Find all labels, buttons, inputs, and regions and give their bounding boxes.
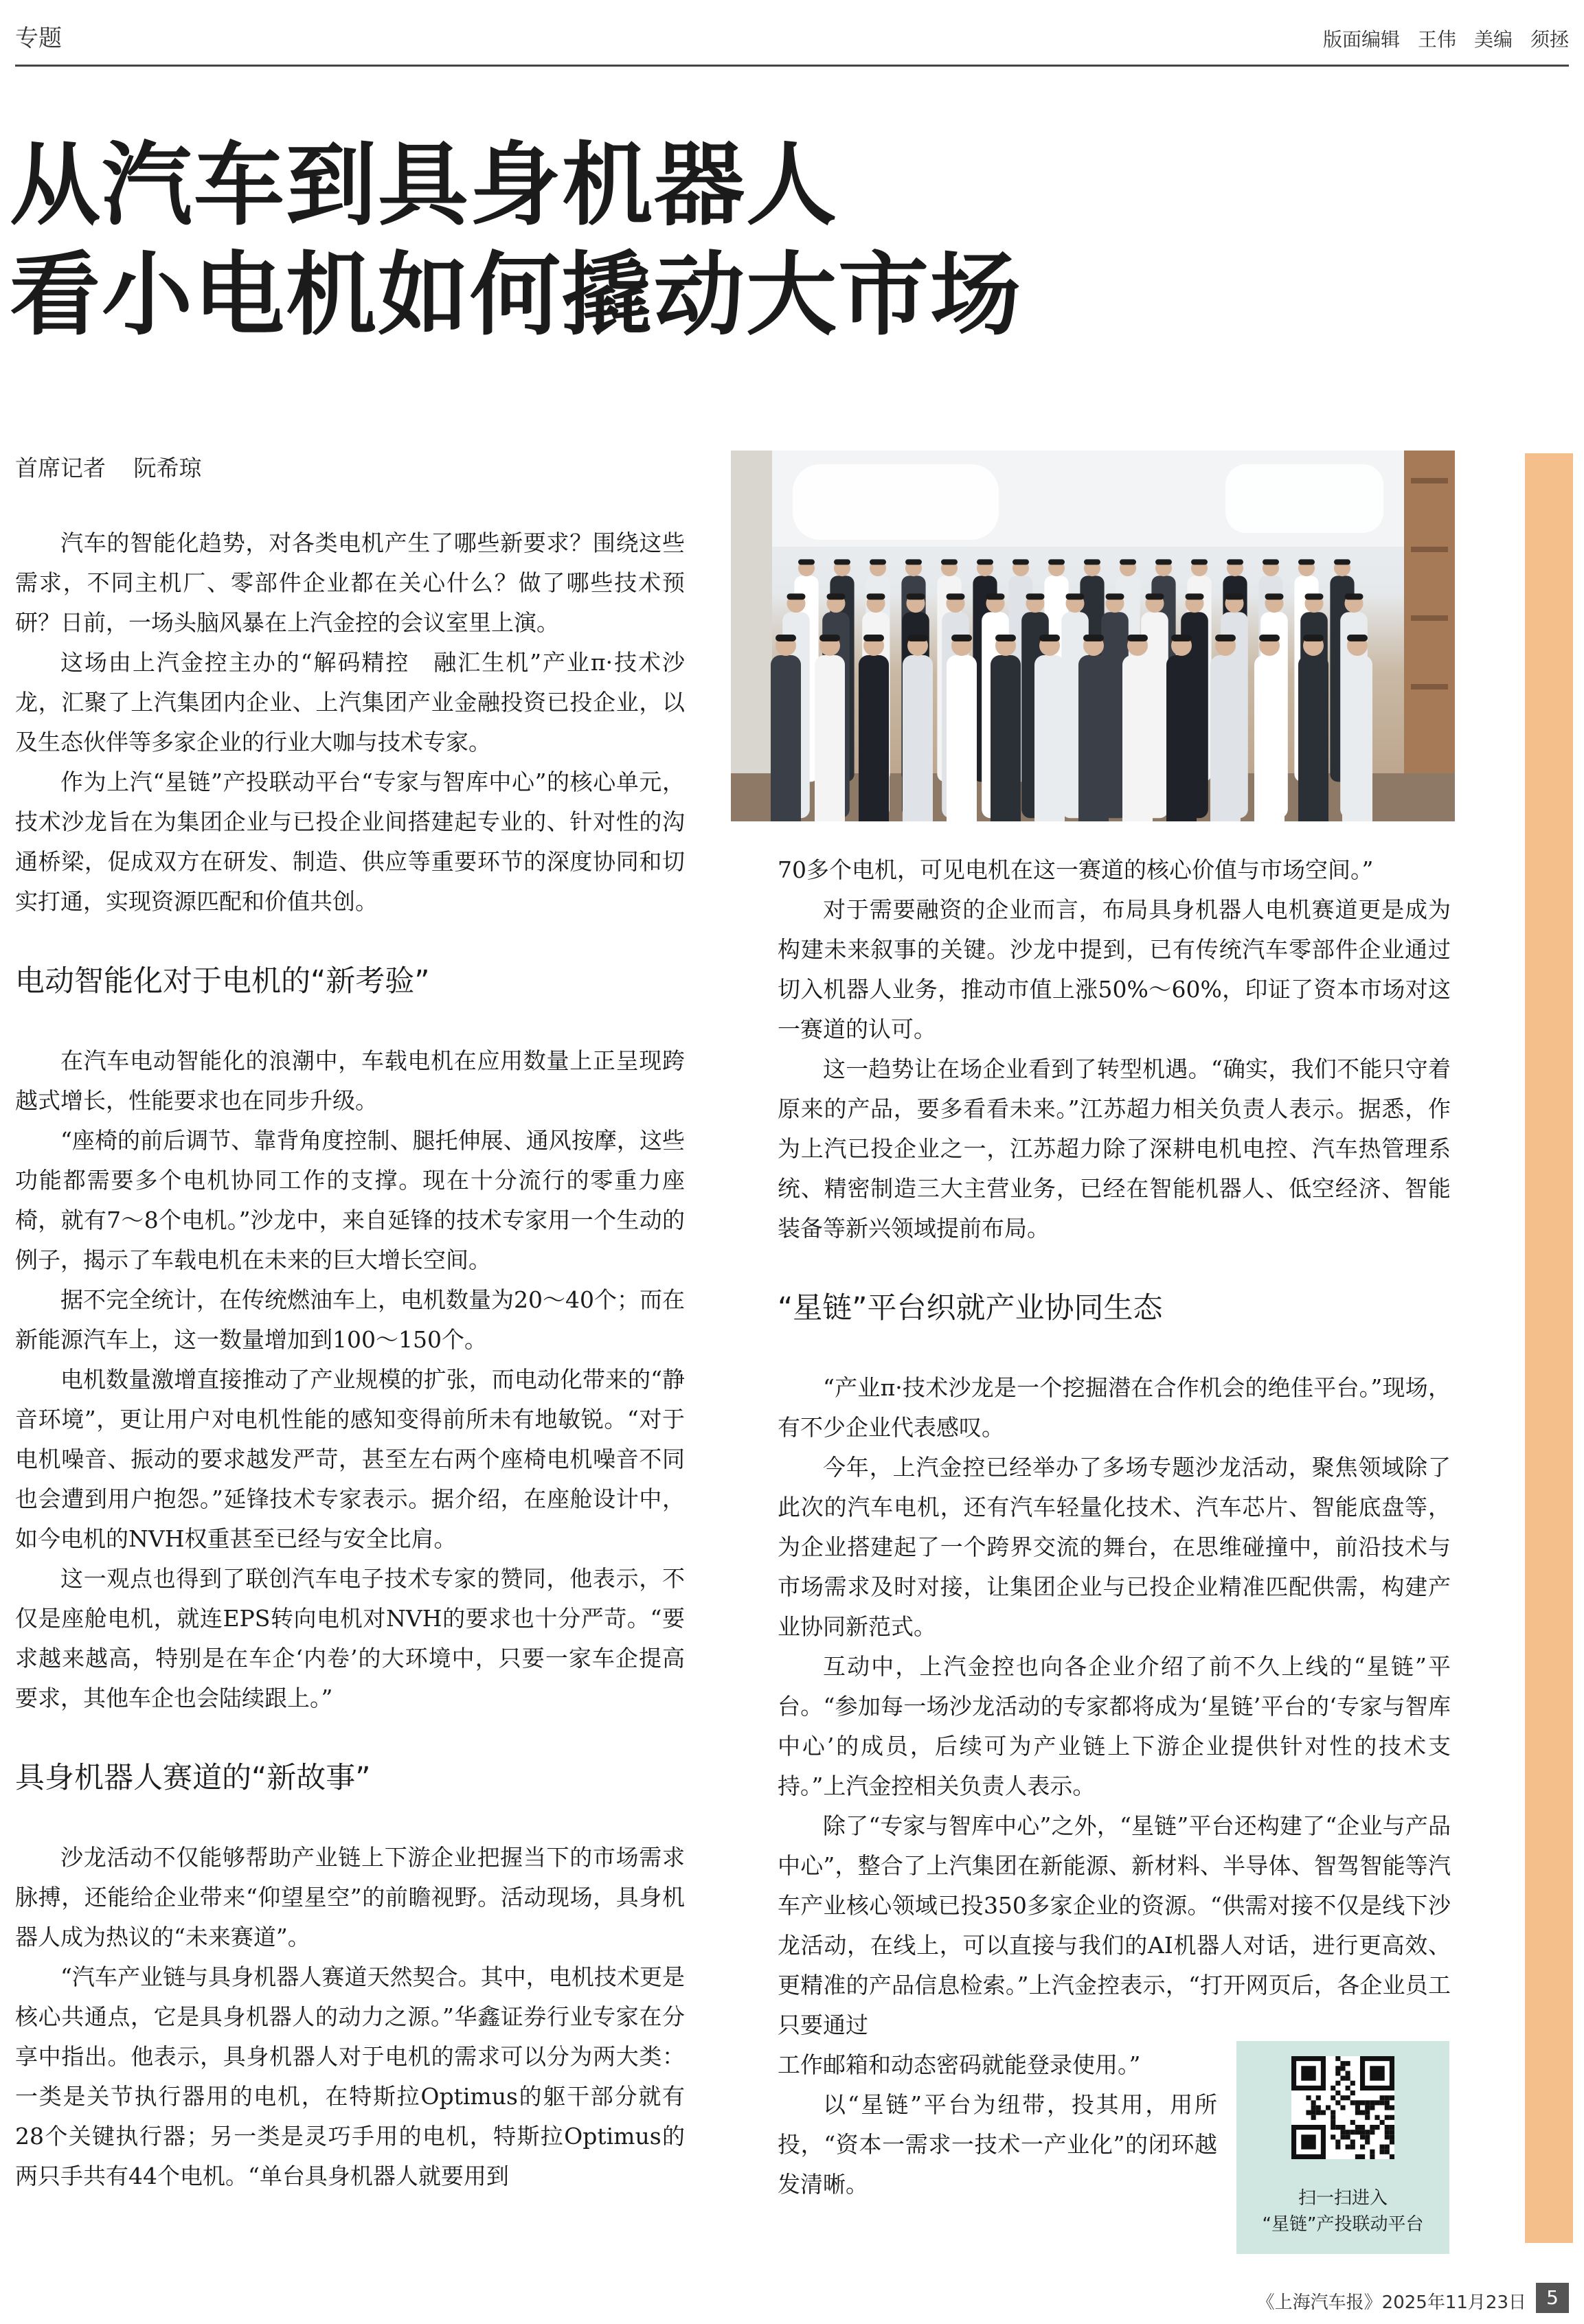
paragraph: 据不完全统计，在传统燃油车上，电机数量为20～40个；而在新能源汽车上，这一数量增加到100～150个。 — [15, 1286, 685, 1353]
person-hair — [827, 593, 846, 600]
headline-line-1: 从汽车到具身机器人 — [10, 133, 838, 238]
person-figure — [903, 655, 933, 821]
paragraph: 70多个电机，可见电机在这一赛道的核心价值与市场空间。” — [778, 856, 1374, 883]
paragraph: 除了“专家与智库中心”之外，“星链”平台还构建了“企业与产品中心”，整合了上汽集团在新能源、新材料、半导体、智驾智能等汽车产业核心领域已投350多家企业的资源。“供需对接不仅是线下沙龙活动，在线上，可以直接与我们的AI机器人对话，进行更高效、更精准的产品信息检索。”上汽金控表示，“打开网页后，各企业员工只要通过 — [778, 1812, 1451, 2038]
person-hair — [787, 593, 806, 600]
person-hair — [907, 635, 928, 641]
side-accent-bar — [1525, 453, 1573, 2243]
paragraph: 工作邮箱和动态密码就能登录使用。” — [778, 2051, 1141, 2078]
person-hair — [1127, 635, 1148, 641]
person-figure — [1254, 655, 1285, 821]
person-hair — [1155, 559, 1172, 565]
person-hair — [798, 559, 815, 565]
paragraph: 沙龙活动不仅能够帮助产业链上下游企业把握当下的市场需求脉搏，还能给企业带来“仰望星空”的前瞻视野。活动现场，具身机器人成为热议的“未来赛道”。 — [15, 1844, 685, 1950]
person-hair — [1345, 593, 1364, 600]
person-hair — [834, 559, 850, 565]
person-hair — [1263, 559, 1279, 565]
page-number: 5 — [1536, 2283, 1569, 2313]
credit-role-layout: 版面编辑 — [1322, 28, 1400, 51]
paragraph: 对于需要融资的企业而言，布局具身机器人电机赛道更是成为构建未来叙事的关键。沙龙中提到，已有传统汽车零部件企业通过切入机器人业务，推动市值上涨50%～60%，印证了资本市场对这一赛道的认可。 — [778, 896, 1451, 1043]
paragraph: “座椅的前后调节、靠背角度控制、腿托伸展、通风按摩，这些功能都需要多个电机协同工作的支撑。现在十分流行的零重力座椅，就有7～8个电机。”沙龙中，来自延锋的技术专家用一个生动的例子，揭示了车载电机在未来的巨大增长空间。 — [15, 1127, 685, 1273]
person-hair — [1106, 593, 1124, 600]
paragraph: 在汽车电动智能化的浪潮中，车载电机在应用数量上正呈现跨越式增长，性能要求也在同步升级。 — [15, 1047, 685, 1114]
qr-caption-line-2: “星链”产投联动平台 — [1262, 2214, 1424, 2235]
paragraph: 这场由上汽金控主办的“解码精控 融汇生机”产业π·技术沙龙，汇聚了上汽集团内企业、上汽集团产业金融投资已投企业，以及生态伙伴等多家企业的行业大咖与技术专家。 — [15, 649, 685, 755]
person-hair — [1146, 593, 1164, 600]
person-hair — [977, 559, 993, 565]
person-hair — [819, 635, 840, 641]
person-hair — [947, 593, 965, 600]
section-heading-xinglian: “星链”平台织就产业协同生态 — [778, 1291, 1163, 1325]
credit-name-design: 须拯 — [1530, 28, 1569, 51]
person-hair — [1347, 635, 1368, 641]
person-hair — [1225, 593, 1244, 600]
person-hair — [1083, 635, 1104, 641]
person-hair — [995, 635, 1016, 641]
person-hair — [1084, 559, 1100, 565]
qr-code-icon[interactable] — [1291, 2056, 1394, 2159]
header-divider — [15, 65, 1569, 67]
person-figure — [1210, 655, 1241, 821]
person-figure — [1166, 655, 1197, 821]
person-hair — [776, 635, 796, 641]
person-hair — [1012, 559, 1029, 565]
newspaper-footer: 《上海汽车报》2025年11月23日 — [1256, 2292, 1526, 2313]
paragraph: 作为上汽“星链”产投联动平台“专家与智库中心”的核心单元，技术沙龙旨在为集团企业与已投企业间搭建起专业的、针对性的沟通桥梁，促成双方在研发、制造、供应等重要环节的深度协同和切实打通，实现资源匹配和价值共创。 — [15, 768, 685, 915]
credit-name-layout: 王伟 — [1417, 28, 1456, 51]
person-hair — [1334, 559, 1350, 565]
paragraph: “产业π·技术沙龙是一个挖掘潜在合作机会的绝佳平台。”现场，有不少企业代表感叹。 — [778, 1374, 1451, 1441]
credit-role-design: 美编 — [1473, 28, 1513, 51]
article-column-right — [778, 850, 1451, 2205]
qr-caption-line-1: 扫一扫进入 — [1298, 2188, 1388, 2209]
person-figure — [815, 655, 845, 821]
paragraph: 电机数量激增直接推动了产业规模的扩张，而电动化带来的“静音环境”，更让用户对电机性能的感知变得前所未有地敏锐。“对于电机噪音、振动的要求越发严苛，甚至左右两个座椅电机噪音不同也会遭到用户抱怨。”延锋技术专家表示。据介绍，在座舱设计中，如今电机的NVH权重甚至已经与安全比肩。 — [15, 1366, 685, 1552]
person-figure — [947, 655, 977, 821]
paragraph: 互动中，上汽金控也向各企业介绍了前不久上线的“星链”平台。“参加每一场沙龙活动的专家都将成为‘星链’平台的‘专家与智库中心’的成员，后续可为产业链上下游企业提供针对性的技术支持。”上汽金控相关负责人表示。 — [778, 1653, 1451, 1799]
person-figure — [859, 655, 889, 821]
person-figure — [1078, 655, 1109, 821]
person-figure — [1122, 655, 1153, 821]
person-figure — [1034, 655, 1065, 821]
person-hair — [1186, 593, 1204, 600]
section-heading-new-challenge: 电动智能化对于电机的“新考验” — [15, 964, 430, 999]
person-figure — [771, 655, 801, 821]
paragraph: “汽车产业链与具身机器人赛道天然契合。其中，电机技术更是核心共通点，它是具身机器人的动力之源。”华鑫证券行业专家在分享中指出。他表示，具身机器人对于电机的需求可以分为两大类：一类是关节执行器用的电机，在特斯拉Optimus的躯干部分就有28个关键执行器；另一类是灵巧手用的电机，特斯拉Optimus的两只手共有44个电机。“单台具身机器人就要用到 — [15, 1963, 685, 2189]
person-hair — [867, 593, 885, 600]
byline-role: 首席记者 — [15, 455, 106, 481]
article-headline — [10, 130, 1022, 350]
person-figure — [1342, 655, 1372, 821]
person-figure — [991, 655, 1021, 821]
person-hair — [951, 635, 972, 641]
person-hair — [1265, 593, 1284, 600]
person-hair — [1298, 559, 1315, 565]
section-heading-new-story: 具身机器人赛道的“新故事” — [15, 1761, 371, 1795]
person-hair — [870, 559, 886, 565]
qr-code-panel[interactable] — [1236, 2041, 1449, 2254]
person-hair — [986, 593, 1005, 600]
person-figure — [1298, 655, 1328, 821]
byline — [15, 451, 223, 483]
person-hair — [1066, 593, 1085, 600]
qr-caption — [1236, 2185, 1449, 2237]
headline-line-2: 看小电机如何撬动大市场 — [10, 242, 1022, 348]
paragraph: 今年，上汽金控已经举办了多场专题沙龙活动，聚焦领域除了此次的汽车电机，还有汽车轻量化技术、汽车芯片、智能底盘等，为企业搭建起了一个跨界交流的舞台，在思维碰撞中，前沿技术与市场需求及时对接，让集团企业与已投企业精准匹配供需，构建产业协同新范式。 — [778, 1454, 1451, 1640]
person-hair — [907, 593, 925, 600]
paragraph: 这一趋势让在场企业看到了转型机遇。“确实，我们不能只守着原来的产品，要多看看未来。”江苏超力相关负责人表示。据悉，作为上汽已投企业之一，江苏超力除了深耕电机电控、汽车热管理系统、精密制造三大主营业务，已经在智能机器人、低空经济、智能装备等新兴领域提前布局。 — [778, 1056, 1451, 1242]
group-photo — [731, 451, 1455, 821]
person-hair — [941, 559, 958, 565]
person-hair — [1026, 593, 1045, 600]
paragraph: 以“星链”平台为纽带，投其用，用所投，“资本一需求一技术一产业化”的闭环越发清晰。 — [778, 2091, 1217, 2198]
person-hair — [1305, 593, 1324, 600]
person-hair — [905, 559, 922, 565]
person-hair — [863, 635, 884, 641]
byline-name: 阮希琼 — [133, 455, 202, 481]
paragraph: 这一观点也得到了联创汽车电子技术专家的赞同，他表示，不仅是座舱电机，就连EPS转向电机对NVH的要求也十分严苛。“要求越来越高，特别是在车企‘内卷’的大环境中，只要一家车企提高要求，其他车企也会陆续跟上。” — [15, 1565, 685, 1711]
person-hair — [1039, 635, 1060, 641]
paragraph: 汽车的智能化趋势，对各类电机产生了哪些新要求？围绕这些需求，不同主机厂、零部件企业都在关心什么？做了哪些技术预研？日前，一场头脑风暴在上汽金控的会议室里上演。 — [15, 529, 685, 636]
person-hair — [1227, 559, 1243, 565]
section-label: 专题 — [15, 25, 62, 52]
person-hair — [1171, 635, 1192, 641]
person-hair — [1048, 559, 1065, 565]
article-column-left — [15, 523, 685, 2196]
person-hair — [1303, 635, 1324, 641]
person-hair — [1259, 635, 1280, 641]
person-hair — [1120, 559, 1136, 565]
page-credits — [1323, 25, 1569, 52]
person-hair — [1191, 559, 1208, 565]
person-hair — [1215, 635, 1236, 641]
